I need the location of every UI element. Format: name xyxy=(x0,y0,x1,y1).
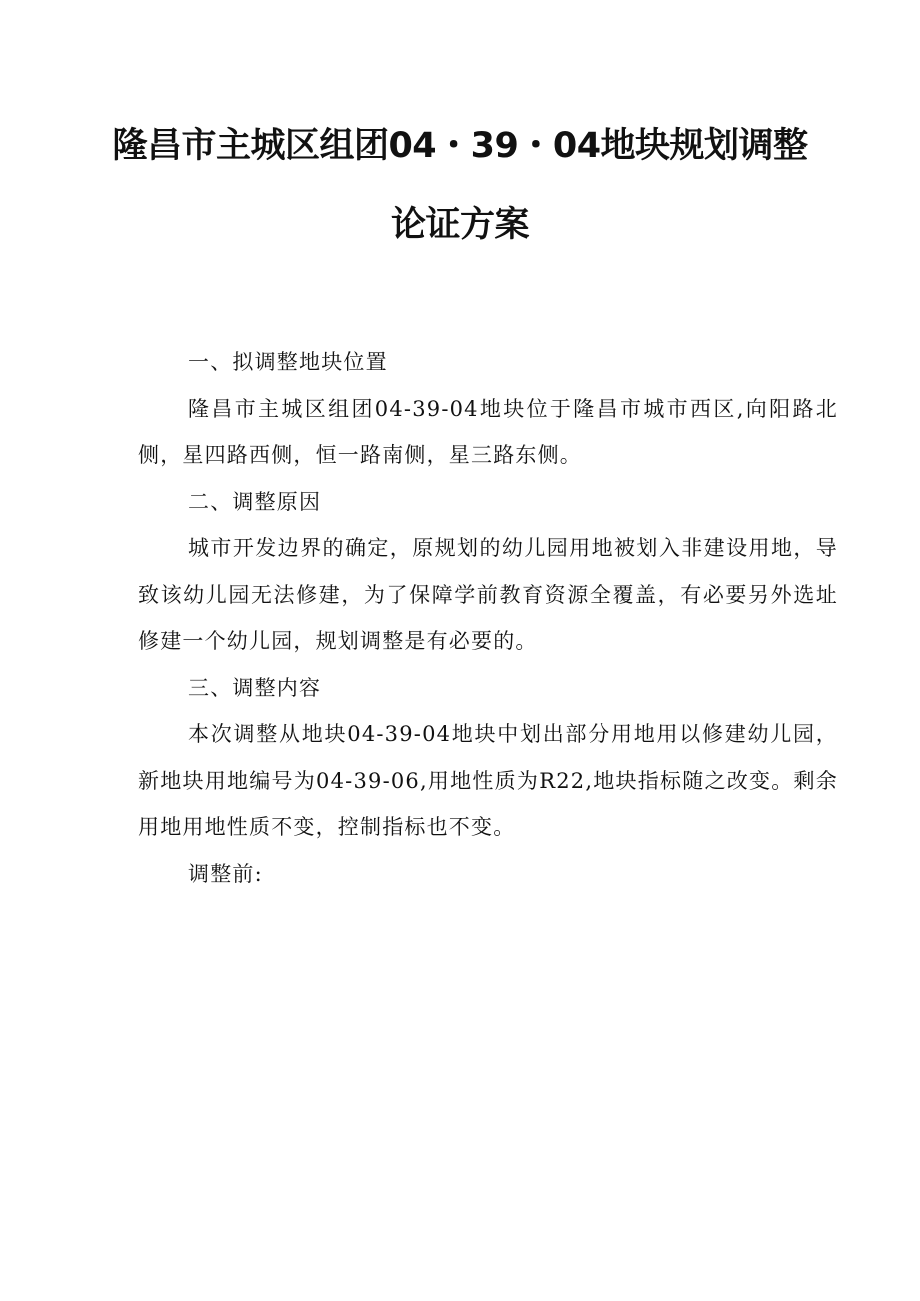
document-title-line-1: 隆昌市主城区组团04・39・04地块规划调整 xyxy=(112,126,808,166)
section-body-reason: 城市开发边界的确定，原规划的幼儿园用地被划入非建设用地，导致该幼儿园无法修建，为了保障学前教育资源全覆盖，有必要另外选址修建一个幼儿园，规划调整是有必要的。 xyxy=(138,536,838,653)
section-heading-location: 一、拟调整地块位置 xyxy=(188,350,388,374)
before-adjustment-label: 调整前: xyxy=(188,861,263,886)
section-heading-reason: 二、调整原因 xyxy=(188,489,322,514)
section-heading-content: 三、调整内容 xyxy=(188,675,322,700)
section-body-location: 隆昌市主城区组团04-39-04地块位于隆昌市城市西区,向阳路北侧，星四路西侧，恒一路南侧，星三路东侧。 xyxy=(138,396,838,467)
section-body-content: 本次调整从地块04-39-04地块中划出部分用地用以修建幼儿园，新地块用地编号为04-39-06,用地性质为R22,地块指标随之改变。剩余用地用地性质不变，控制指标也不变。 xyxy=(138,722,838,839)
document-body xyxy=(138,339,838,897)
document-title-line-2: 论证方案 xyxy=(390,205,529,245)
